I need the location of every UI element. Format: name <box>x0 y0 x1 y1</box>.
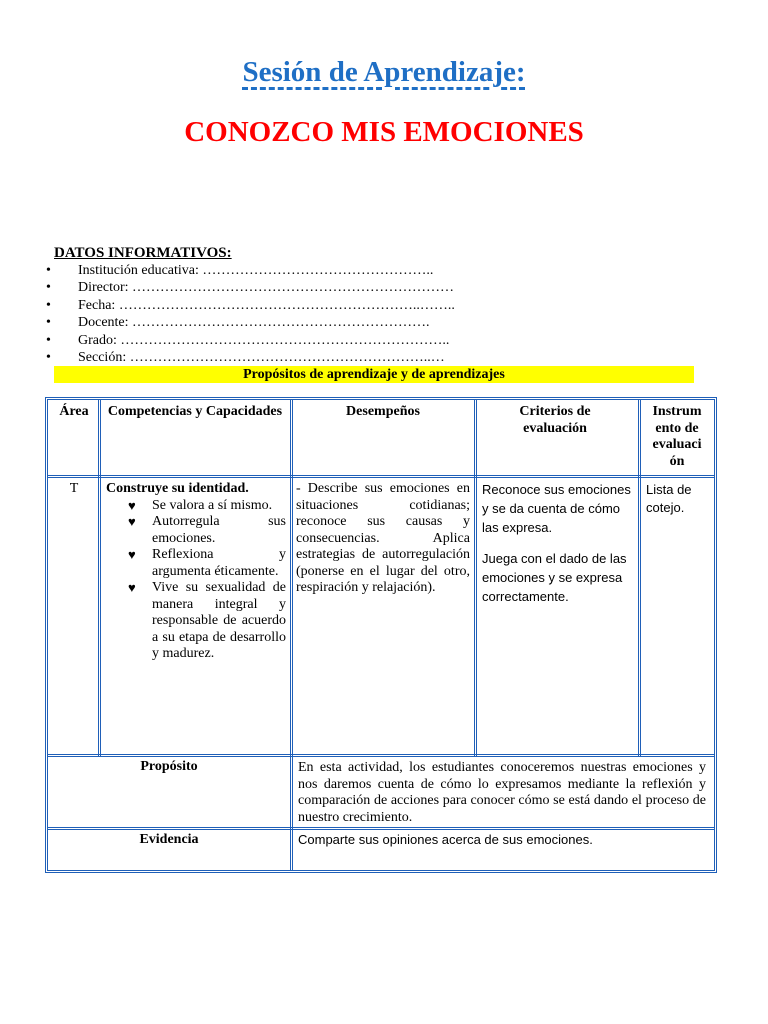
competencia-title: Construye su identidad. <box>106 481 249 496</box>
table-divider <box>98 400 101 756</box>
header-instrumento-line: ón <box>669 453 685 469</box>
capacidad-item: ♥ Vive su sexualidad de manera integral y responsable de acuerdo a su etapa de desarrollo y madurez. <box>128 580 286 661</box>
session-subtitle: CONOZCO MIS EMOCIONES <box>184 116 584 148</box>
header-competencias: Competencias y Capacidades <box>107 404 283 419</box>
capacidad-item: ♥ Autorregula sus emociones. <box>128 514 286 546</box>
datos-item-seccion: • Sección: ………………………………………………………..… <box>30 349 455 366</box>
header-criterios: Criterios de evaluación <box>519 404 591 436</box>
header-instrumento-line: ento de <box>655 420 699 436</box>
header-desempenos: Desempeños <box>346 404 420 419</box>
table-divider <box>48 475 714 478</box>
table-divider <box>638 400 641 756</box>
header-area: Área <box>59 404 89 419</box>
competencia-cell <box>106 481 286 663</box>
datos-item-director: • Director: …………………………………………………………… <box>30 279 455 296</box>
datos-item-fecha: • Fecha: ………………………………………………………..…….. <box>30 297 455 314</box>
capacidad-item: ♥ Reflexiona y argumenta éticamente. <box>128 547 286 579</box>
desempeno-text: - Describe sus emociones en situaciones cotidianas; reconoce sus causas y consecuencias. Aplica estrategias de autorregulación (ponerse en el lugar del otro, respiración y relajación). <box>296 481 470 595</box>
purposes-banner: Propósitos de aprendizaje y de aprendizajes <box>54 366 694 383</box>
evidencia-label: Evidencia <box>139 832 199 847</box>
criterios-cell <box>482 480 634 618</box>
table-divider <box>290 400 293 870</box>
datos-item-institucion: • Institución educativa: ………………………………………….. <box>30 262 455 279</box>
proposito-label: Propósito <box>140 759 198 774</box>
heart-bullet-icon: ♥ <box>128 580 136 595</box>
datos-heading: DATOS INFORMATIVOS: <box>54 245 232 261</box>
capacidad-item: ♥ Se valora a sí mismo. <box>128 497 273 513</box>
table-divider <box>48 827 714 830</box>
header-instrumento-line: Instrum <box>652 404 702 419</box>
session-title: Sesión de Aprendizaje: <box>242 56 526 88</box>
capacidades-list <box>106 498 286 663</box>
header-instrumento <box>642 404 712 470</box>
datos-item-docente: • Docente: ………………………………………………………. <box>30 314 455 331</box>
proposito-text: En esta actividad, los estudiantes conoceremos nuestras emociones y nos daremos cuenta de cómo lo expresamos mediante la reflexión y comparación de acciones para conocer cómo se está dando el proceso de nuestro crecimiento. <box>298 760 706 825</box>
heart-bullet-icon: ♥ <box>128 497 136 513</box>
table-divider <box>474 400 477 756</box>
heart-bullet-icon: ♥ <box>128 514 136 529</box>
criterio-item: Reconoce sus emociones y se da cuenta de cómo las expresa. <box>482 482 631 535</box>
table-divider <box>48 754 714 757</box>
instrumento-value: Lista de cotejo. <box>646 482 692 515</box>
header-instrumento-line: evaluaci <box>652 437 702 452</box>
heart-bullet-icon: ♥ <box>128 547 136 562</box>
datos-list <box>30 262 455 366</box>
area-value: T <box>69 481 79 496</box>
criterio-item: Juega con el dado de las emociones y se expresa correctamente. <box>482 551 627 604</box>
evidencia-text: Comparte sus opiniones acerca de sus emociones. <box>298 832 593 847</box>
datos-item-grado: • Grado: …………………………………………………………….. <box>30 332 455 349</box>
